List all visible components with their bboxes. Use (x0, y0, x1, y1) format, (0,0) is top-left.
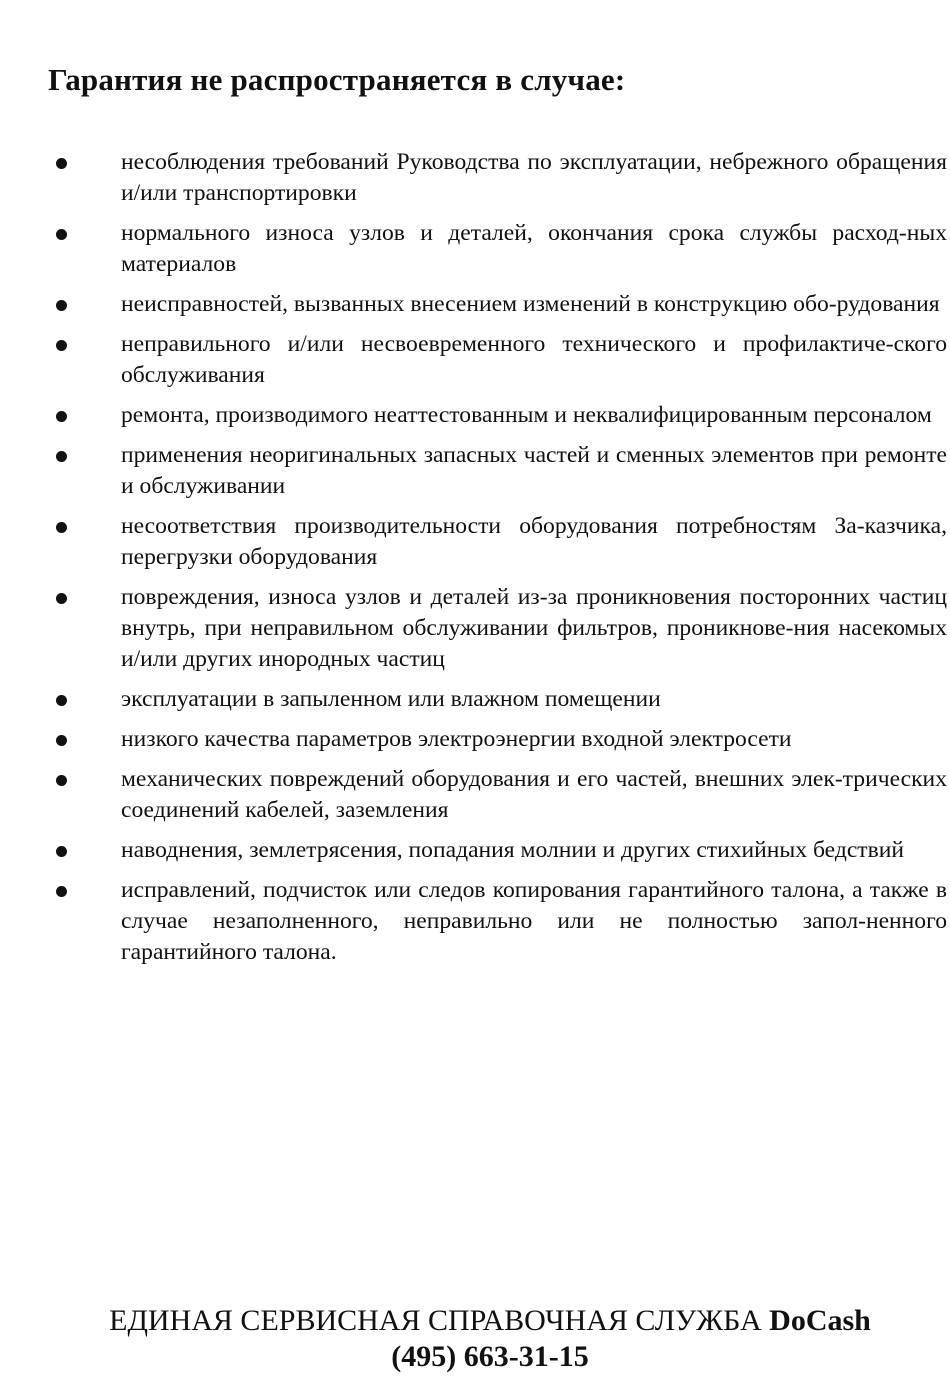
list-item-text: механических повреждений оборудования и его частей, внешних элек-трических соединений кабелей, заземления (121, 766, 947, 823)
list-item (0, 724, 950, 755)
bullet-icon (56, 735, 67, 746)
list-item (0, 329, 950, 391)
bullet-icon (56, 340, 67, 351)
list-item (0, 684, 950, 715)
list-item (0, 875, 950, 968)
list-item (0, 582, 950, 675)
list-item (0, 440, 950, 502)
bullet-icon (56, 846, 67, 857)
list-item-text: ремонта, производимого неаттестованным и неквалифицированным персоналом (121, 402, 932, 428)
bullet-icon (56, 229, 67, 240)
list-item-text: исправлений, подчисток или следов копирования гарантийного талона, а также в случае незаполненного, неправильно или не полностью запол-ненного гарантийного талона. (121, 877, 947, 965)
bullet-icon (56, 158, 67, 169)
list-item-text: неправильного и/или несвоевременного технического и профилактиче-ского обслуживания (121, 331, 947, 388)
list-item-text: эксплуатации в запыленном или влажном помещении (121, 686, 661, 712)
list-item-text: применения неоригинальных запасных частей и сменных элементов при ремонте и обслуживании (121, 442, 947, 499)
list-item (0, 400, 950, 431)
service-footer (0, 1303, 950, 1375)
list-item (0, 147, 950, 209)
bullet-icon (56, 695, 67, 706)
list-item (0, 764, 950, 826)
service-label: ЕДИНАЯ СЕРВИСНАЯ СПРАВОЧНАЯ СЛУЖБА (109, 1304, 762, 1337)
list-item-text: нормального износа узлов и деталей, окончания срока службы расход-ных материалов (121, 220, 947, 277)
list-item-text: несоблюдения требований Руководства по эксплуатации, небрежного обращения и/или транспортировки (121, 149, 947, 206)
list-item-text: несоответствия производительности оборудования потребностям За-казчика, перегрузки оборудования (121, 513, 947, 570)
list-item (0, 835, 950, 866)
list-item (0, 511, 950, 573)
bullet-icon (56, 300, 67, 311)
list-item (0, 218, 950, 280)
bullet-icon (56, 451, 67, 462)
brand-name: DoCash (769, 1304, 871, 1337)
list-item-text: наводнения, землетрясения, попадания молнии и других стихийных бедствий (121, 837, 904, 863)
list-item-text: низкого качества параметров электроэнергии входной электросети (121, 726, 792, 752)
page-title: Гарантия не распространяется в случае: (48, 62, 626, 97)
list-item-text: повреждения, износа узлов и деталей из-за проникновения посторонних частиц внутрь, при неправильном обслуживании фильтров, проникнове-ния насекомых и/или других инородных частиц (121, 584, 947, 672)
warranty-exclusions-list (0, 147, 950, 977)
bullet-icon (56, 886, 67, 897)
bullet-icon (56, 775, 67, 786)
bullet-icon (56, 522, 67, 533)
list-item-text: неисправностей, вызванных внесением изменений в конструкцию обо-рудования (121, 291, 940, 317)
phone-number: (495) 663-31-15 (391, 1340, 589, 1373)
bullet-icon (56, 411, 67, 422)
bullet-icon (56, 593, 67, 604)
list-item (0, 289, 950, 320)
